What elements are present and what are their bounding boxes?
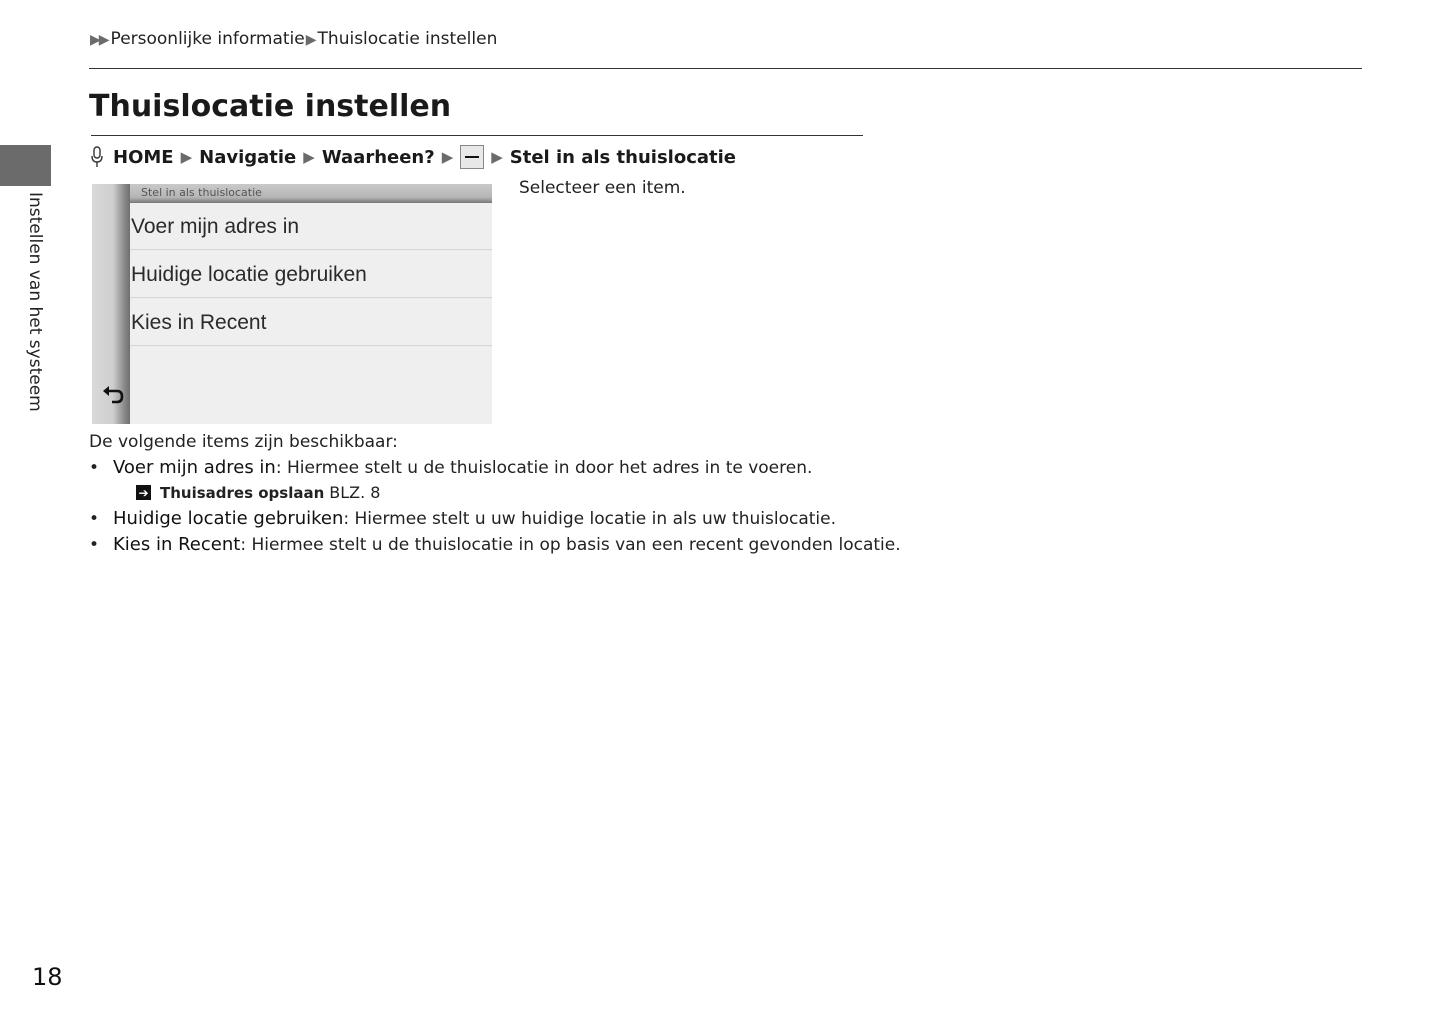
screen-item-enter-address[interactable]: Voer mijn adres in (130, 203, 492, 250)
breadcrumb (90, 29, 497, 49)
screen-header: Stel in als thuislocatie (130, 184, 492, 203)
list-item (89, 534, 901, 555)
arrow-icon: ▶ (491, 148, 503, 166)
arrow-icon: ▶ (305, 32, 315, 48)
arrow-icon: ▶ (441, 148, 454, 166)
screen-empty-area (130, 347, 492, 424)
bullet-term: Voer mijn adres in (113, 457, 276, 478)
navigation-path (89, 145, 736, 169)
bullet-description: : Hiermee stelt u de thuislocatie in op basis van een recent gevonden locatie. (240, 535, 901, 555)
menu-icon (460, 145, 484, 169)
page-number: 18 (32, 963, 63, 991)
bullet-description: : Hiermee stelt u uw huidige locatie in als uw thuislocatie. (343, 509, 836, 529)
bullet-description: : Hiermee stelt u de thuislocatie in door het adres in te voeren. (275, 458, 813, 478)
page-reference[interactable] (136, 483, 380, 502)
nav-step-set-home: Stel in als thuislocatie (509, 146, 736, 168)
nav-step-home: HOME (113, 146, 174, 168)
screen-item-choose-recent[interactable]: Kies in Recent (130, 299, 492, 346)
reference-title: Thuisadres opslaan (160, 483, 325, 502)
reference-arrow-icon: ➔ (136, 485, 151, 500)
intro-text: De volgende items zijn beschikbaar: (89, 432, 398, 452)
list-item (89, 457, 812, 478)
section-tab-label: Instellen van het systeem (25, 192, 45, 412)
title-divider (91, 135, 863, 136)
bullet-icon: • (89, 509, 100, 529)
screen-item-use-current-location[interactable]: Huidige locatie gebruiken (130, 251, 492, 298)
arrow-icon: ▶ (180, 148, 193, 166)
bullet-term: Huidige locatie gebruiken (113, 508, 344, 529)
double-arrow-icon: ▶▶ (90, 32, 108, 48)
arrow-icon: ▶ (303, 148, 315, 166)
section-tab-marker (0, 145, 51, 186)
nav-step-where-to: Waarheen? (321, 146, 435, 168)
reference-page: BLZ. 8 (329, 483, 381, 502)
back-arrow-icon[interactable] (101, 384, 125, 406)
navigation-screen (92, 184, 492, 424)
nav-step-navigation: Navigatie (199, 146, 297, 168)
list-item (89, 508, 836, 529)
bullet-icon: • (89, 535, 100, 555)
header-divider (89, 68, 1362, 69)
instruction-text: Selecteer een item. (519, 178, 686, 198)
bullet-term: Kies in Recent (113, 534, 241, 555)
voice-command-icon (89, 146, 105, 168)
page-title: Thuislocatie instellen (89, 89, 452, 124)
bullet-icon: • (89, 458, 100, 478)
breadcrumb-item-home-location[interactable]: Thuislocatie instellen (317, 29, 498, 49)
breadcrumb-item-personal-info[interactable]: Persoonlijke informatie (110, 29, 305, 49)
